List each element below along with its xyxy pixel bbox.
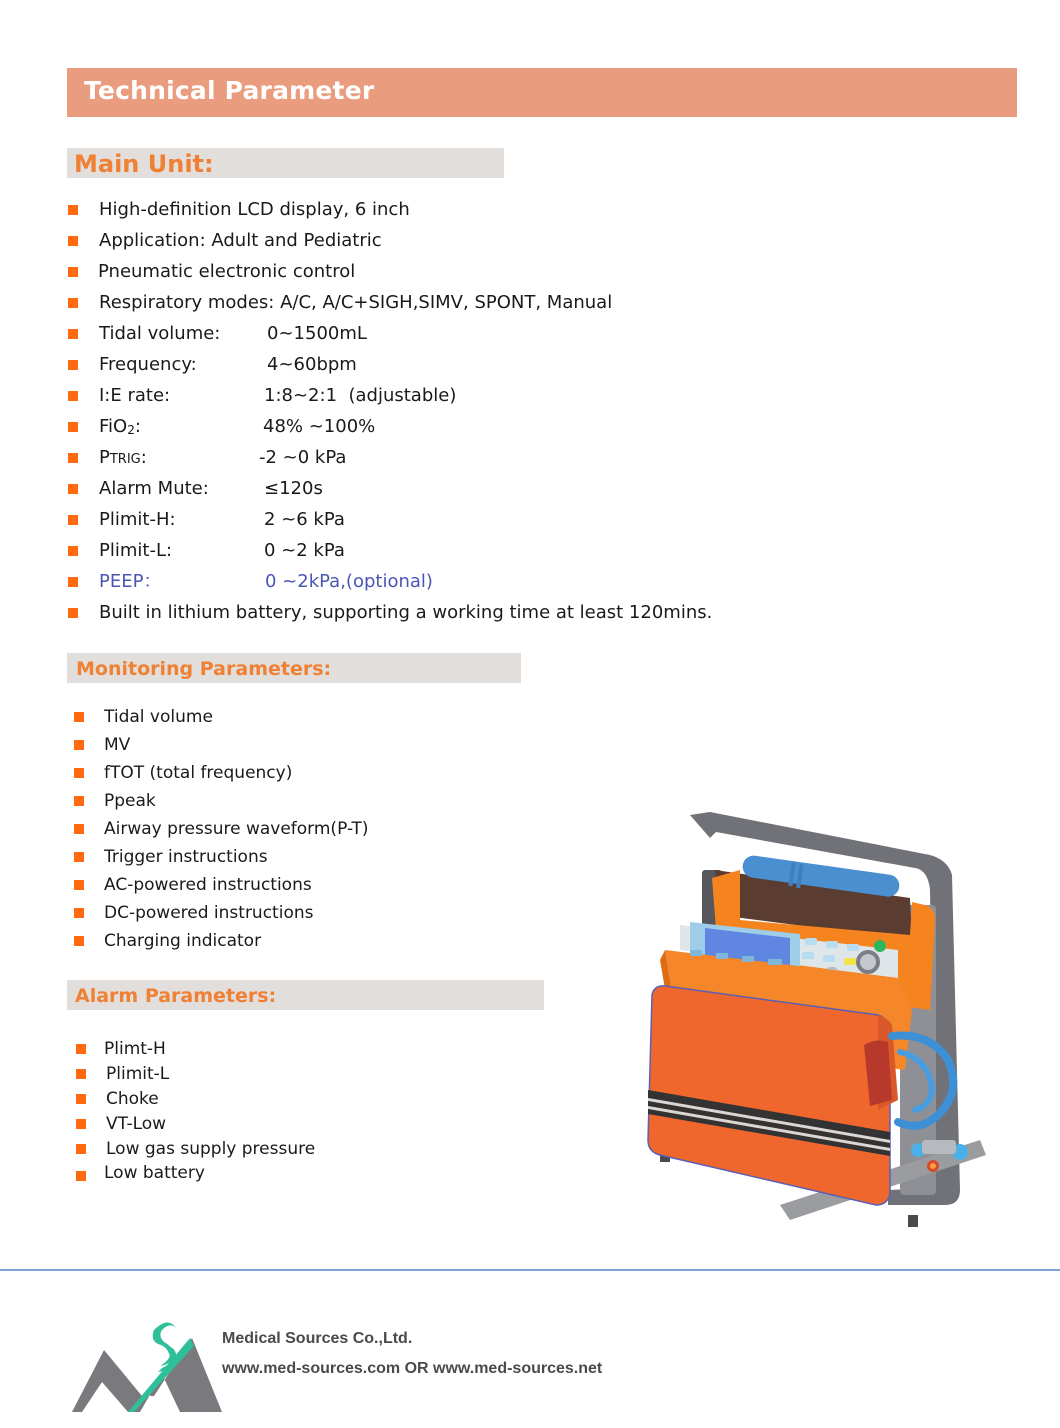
spec-value: 0 ~2kPa,(optional) [265,571,433,592]
square-bullet-icon [74,768,84,778]
square-bullet-icon [68,484,78,494]
square-bullet-icon [68,453,78,463]
company-website-links[interactable]: www.med-sources.com OR www.med-sources.net [222,1360,603,1377]
square-bullet-icon [74,712,84,722]
square-bullet-icon [68,236,78,246]
spec-label: PTRIG: [99,447,147,468]
square-bullet-icon [68,515,78,525]
square-bullet-icon [76,1094,86,1104]
square-bullet-icon [68,577,78,587]
spec-text: High-definition LCD display, 6 inch [99,199,410,220]
spec-value: 0~1500mL [267,323,367,344]
spec-label: Tidal volume: [99,323,221,344]
spec-label: PEEP： [99,571,162,592]
section-title: Main Unit: [74,150,214,178]
spec-value: 2 ~6 kPa [264,509,345,530]
spec-value: 0 ~2 kPa [264,540,345,561]
square-bullet-icon [74,880,84,890]
section-header-monitoring [67,653,521,683]
footer-divider [0,1269,1060,1271]
spec-value: -2 ~0 kPa [259,447,347,468]
square-bullet-icon [74,824,84,834]
spec-value: 4~60bpm [267,354,357,375]
spec-text: Respiratory modes: A/C, A/C+SIGH,SIMV, SPONT, Manual [99,292,613,313]
square-bullet-icon [68,205,78,215]
section-header-main-unit [67,148,504,178]
square-bullet-icon [76,1044,86,1054]
spec-text: Pneumatic electronic control [98,261,356,282]
square-bullet-icon [76,1171,86,1181]
spec-label: Plimit-H: [99,509,176,530]
spec-label: Frequency: [99,354,197,375]
square-bullet-icon [76,1069,86,1079]
square-bullet-icon [76,1144,86,1154]
section-header-alarm [67,980,544,1010]
spec-text: Built in lithium battery, supporting a working time at least 120mins. [99,602,713,623]
company-name: Medical Sources Co.,Ltd. [222,1330,413,1347]
product-image-ventilator [630,810,1000,1240]
spec-label: FiO2: [99,416,141,437]
spec-value: ≤120s [264,478,323,499]
square-bullet-icon [74,936,84,946]
spec-label: I:E rate: [99,385,171,406]
spec-label: Alarm Mute: [99,478,209,499]
square-bullet-icon [68,391,78,401]
company-logo-icon [72,1316,222,1412]
spec-value: 48% ~100% [263,416,376,437]
title-banner [67,68,1017,117]
spec-value: 1:8~2:1 (adjustable) [264,385,457,406]
square-bullet-icon [76,1119,86,1129]
square-bullet-icon [68,329,78,339]
square-bullet-icon [68,360,78,370]
page-title: Technical Parameter [84,76,375,105]
section-title: Alarm Parameters: [75,985,277,1007]
spec-text: Application: Adult and Pediatric [99,230,382,251]
square-bullet-icon [68,546,78,556]
square-bullet-icon [68,608,78,618]
square-bullet-icon [68,267,78,277]
square-bullet-icon [74,852,84,862]
square-bullet-icon [68,422,78,432]
square-bullet-icon [74,740,84,750]
square-bullet-icon [74,796,84,806]
square-bullet-icon [74,908,84,918]
section-title: Monitoring Parameters: [76,658,332,680]
square-bullet-icon [68,298,78,308]
spec-label: Plimit-L: [99,540,173,561]
